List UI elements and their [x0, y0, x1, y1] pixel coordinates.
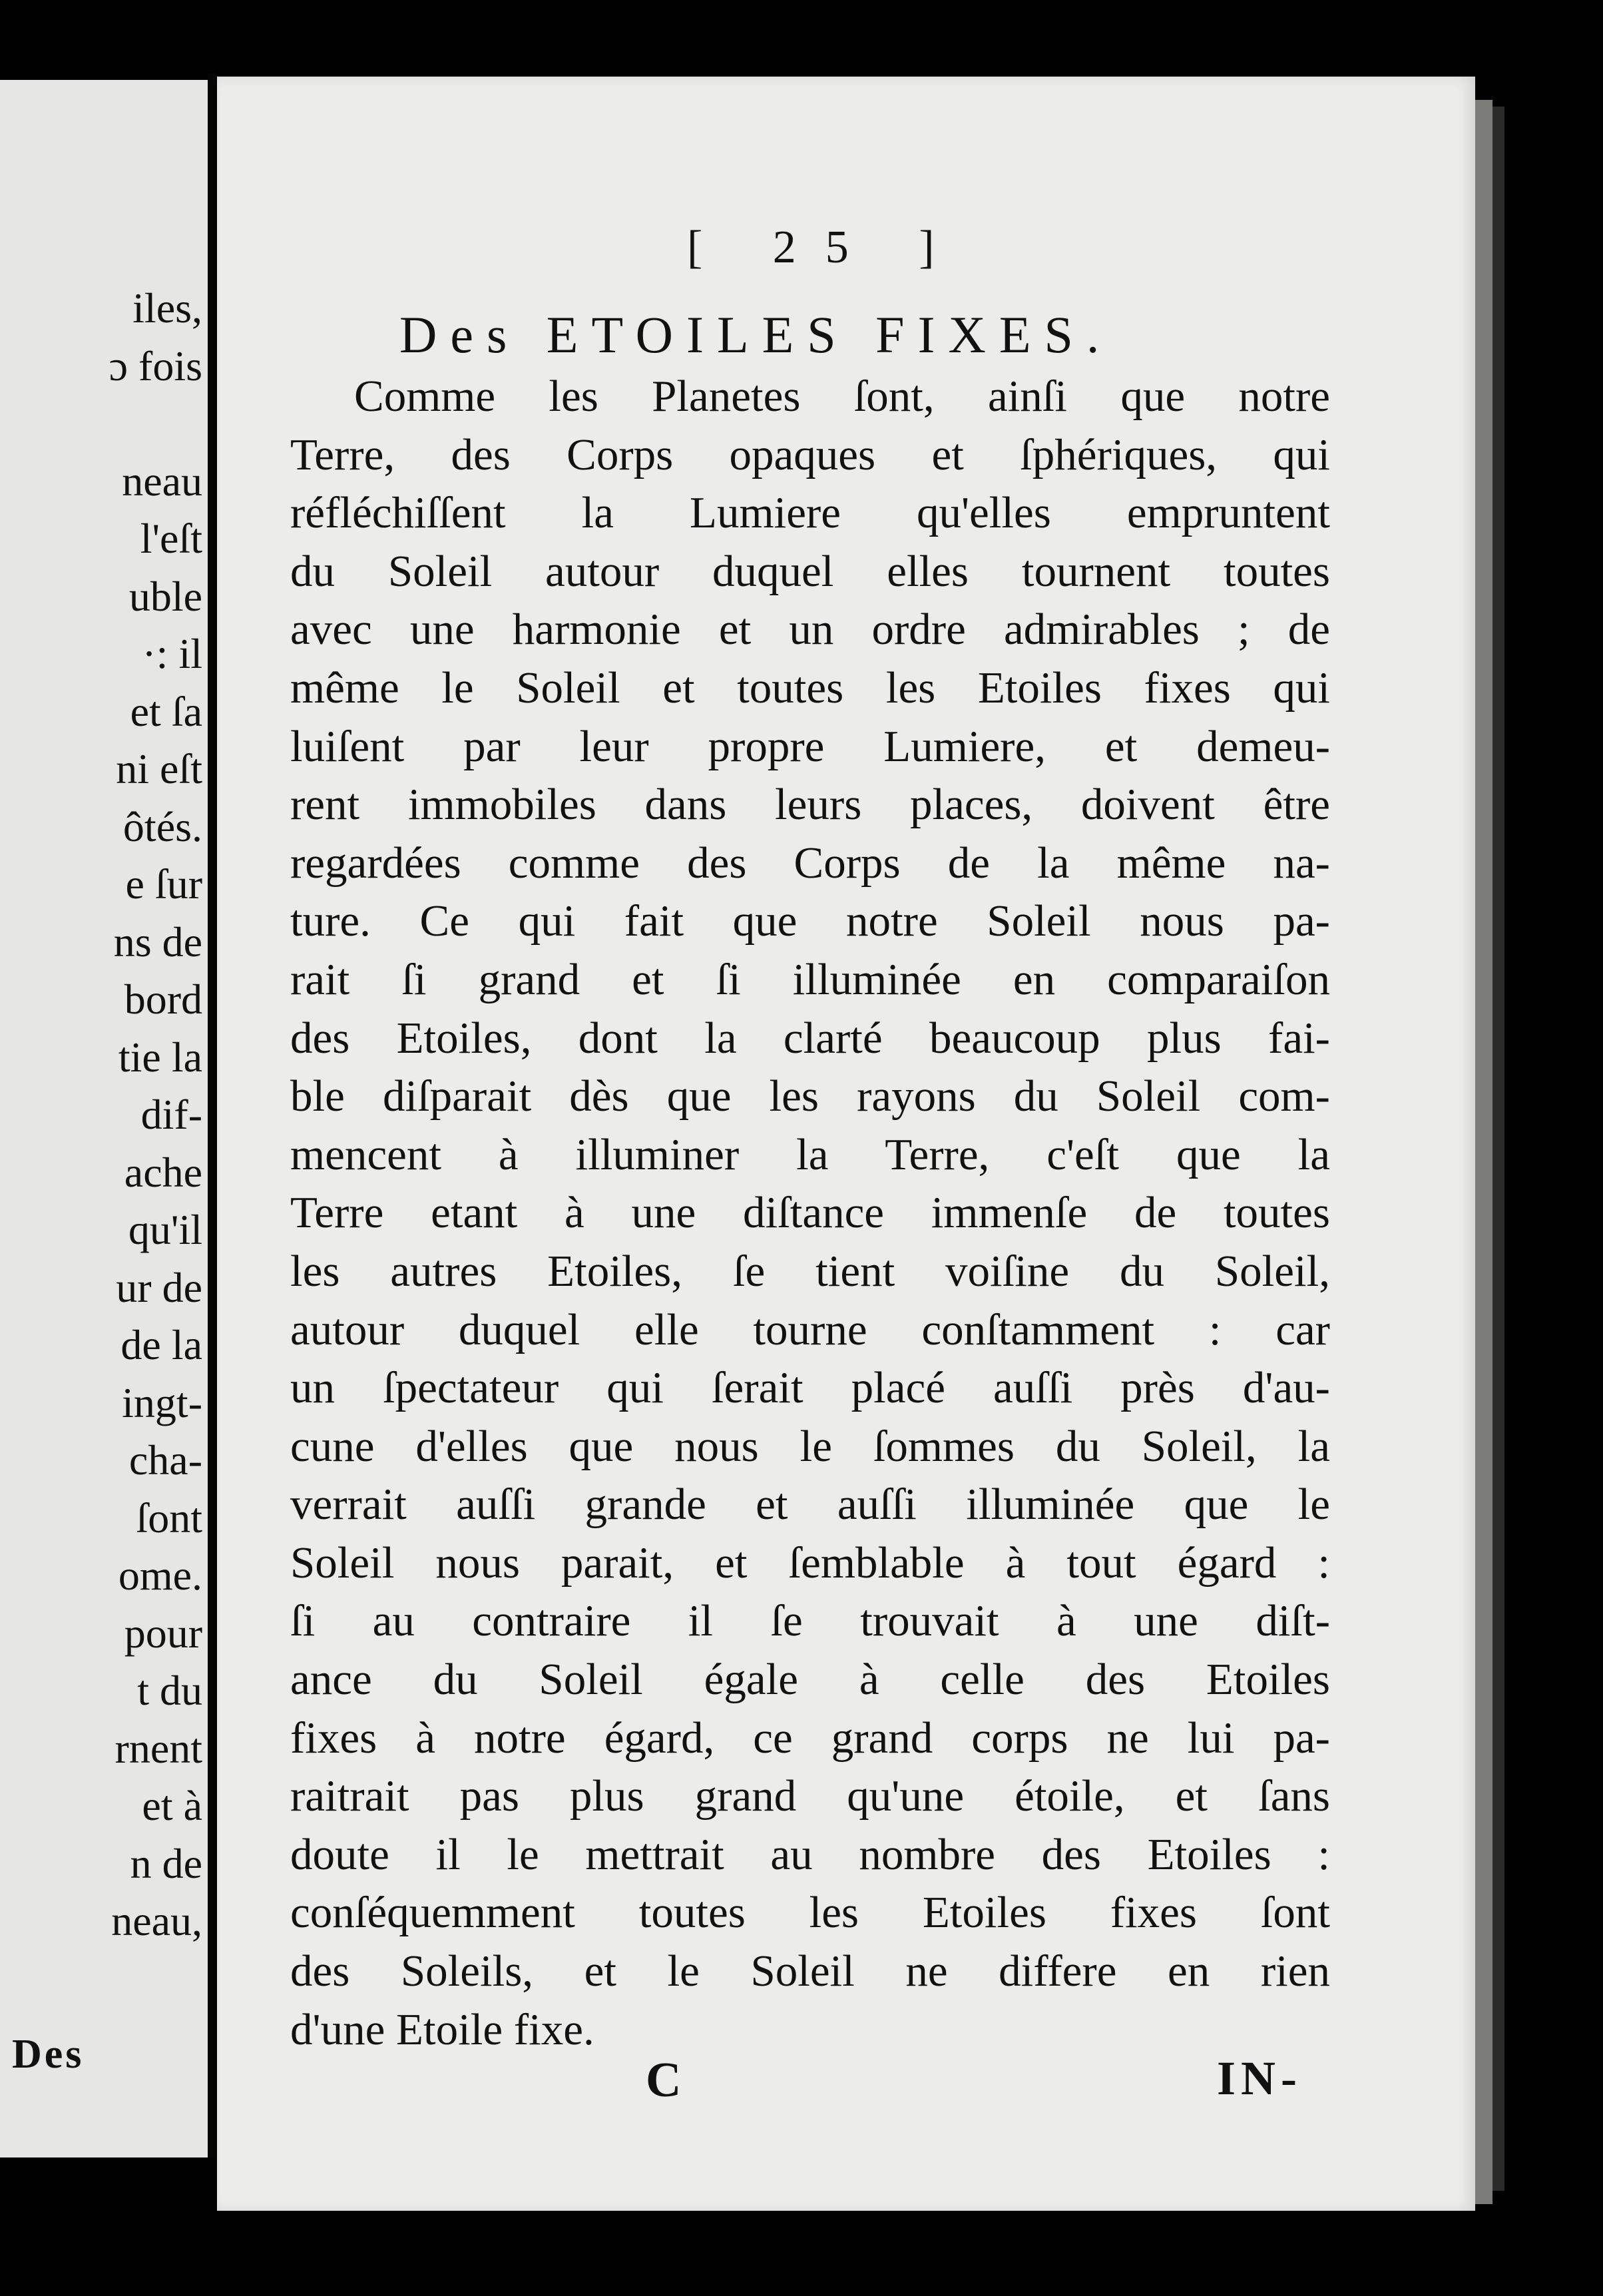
text-line: ture. Ce qui fait que notre Soleil nous pa-: [290, 896, 1330, 946]
text-line: fixes à notre égard, ce grand corps ne lui pa-: [290, 1713, 1330, 1763]
text-line: Soleil nous parait, et ſemblable à tout égard :: [290, 1538, 1330, 1587]
text-line: autour duquel elle tourne conſtamment : car: [290, 1304, 1330, 1354]
text-line: regardées comme des Corps de la même na-: [290, 838, 1330, 888]
text-line: conſéquemment toutes les Etoiles fixes ſont: [290, 1888, 1330, 1938]
text-line: du Soleil autour duquel elles tournent toutes: [290, 546, 1330, 596]
text-line: avec une harmonie et un ordre admirables ; de: [290, 605, 1330, 655]
text-line: réfléchiſſent la Lumiere qu'elles empruntent: [290, 488, 1330, 538]
text-line: rait ſi grand et ſi illuminée en comparaiſon: [290, 954, 1330, 1004]
text-line: raitrait pas plus grand qu'une étoile, et ſans: [290, 1771, 1330, 1821]
facing-line: ôtés.: [122, 802, 202, 850]
facing-line: l'eſt: [140, 515, 202, 562]
signature-mark: C: [646, 2053, 682, 2108]
section-heading: Des ETOILES FIXES.: [399, 306, 1113, 364]
facing-line: et à: [142, 1782, 202, 1829]
text-line: Terre etant à une diſtance immenſe de toutes: [290, 1188, 1330, 1238]
text-line: mencent à illuminer la Terre, c'eſt que la: [290, 1129, 1330, 1179]
text-line: un ſpectateur qui ſerait placé auſſi près d'au-: [290, 1363, 1330, 1413]
facing-line: ni eſt: [116, 745, 202, 792]
text-line: ble diſparait dès que les rayons du Soleil com-: [290, 1071, 1330, 1121]
text-line: même le Soleil et toutes les Etoiles fixes qui: [290, 663, 1330, 713]
facing-line: qu'il: [128, 1206, 202, 1253]
facing-line: ɔ fois: [109, 342, 202, 390]
facing-line: bord: [124, 976, 202, 1023]
text-line: d'une Etoile fixe.: [290, 2004, 594, 2054]
facing-line: ſont: [136, 1494, 202, 1542]
text-line: rent immobiles dans leurs places, doivent être: [290, 780, 1330, 830]
facing-line: ur de: [116, 1263, 202, 1311]
text-line: Comme les Planetes ſont, ainſi que notre: [354, 372, 1330, 421]
facing-line: dif-: [140, 1091, 202, 1138]
facing-line: neau: [122, 457, 202, 505]
facing-line: ache: [124, 1148, 202, 1196]
facing-line: pour: [124, 1609, 202, 1657]
facing-line: de la: [120, 1321, 202, 1368]
text-line: ance du Soleil égale à celle des Etoiles: [290, 1655, 1330, 1705]
text-line: doute il le mettrait au nombre des Etoiles :: [290, 1829, 1330, 1879]
facing-line: [3, 395, 202, 453]
facing-line: tie la: [118, 1033, 202, 1081]
facing-line: cha-: [128, 1436, 202, 1484]
facing-line: e ſur: [125, 860, 202, 908]
text-line: Terre, des Corps opaques et ſphériques, qui: [290, 430, 1330, 479]
text-line: cune d'elles que nous le ſommes du Soleil, la: [290, 1421, 1330, 1471]
facing-line: iles,: [132, 284, 202, 332]
facing-line: et ſa: [130, 687, 202, 735]
facing-page-fragment: [0, 80, 208, 2157]
text-line: verrait auſſi grande et auſſi illuminée que le: [290, 1480, 1330, 1530]
facing-page-text: [3, 280, 202, 1950]
facing-line: neau,: [111, 1897, 202, 1944]
text-line: les autres Etoiles, ſe tient voiſine du Soleil,: [290, 1246, 1330, 1296]
text-line: luiſent par leur propre Lumiere, et demeu-: [290, 721, 1330, 771]
page-edge: [1475, 100, 1492, 2204]
facing-line: ·: il: [142, 630, 202, 677]
facing-line: ome.: [118, 1552, 202, 1599]
text-line: des Soleils, et le Soleil ne differe en rien: [290, 1946, 1330, 1996]
facing-line: ns de: [113, 918, 202, 966]
facing-line: rnent: [114, 1724, 202, 1772]
book-cover-edge: [1492, 107, 1504, 2191]
facing-line: ingt-: [122, 1378, 202, 1426]
catchword: IN-: [1217, 2052, 1302, 2105]
text-line: ſi au contraire il ſe trouvait à une diſt-: [290, 1596, 1330, 1646]
text-line: des Etoiles, dont la clarté beaucoup plus fai-: [290, 1013, 1330, 1063]
page-number: [ 25 ]: [687, 222, 964, 273]
body-paragraph: [290, 368, 1330, 2059]
facing-page-catchword: Des: [12, 2032, 85, 2077]
book-gutter: [208, 73, 216, 2157]
facing-line: n de: [130, 1839, 202, 1887]
facing-line: t du: [137, 1667, 202, 1714]
facing-line: uble: [128, 572, 202, 620]
